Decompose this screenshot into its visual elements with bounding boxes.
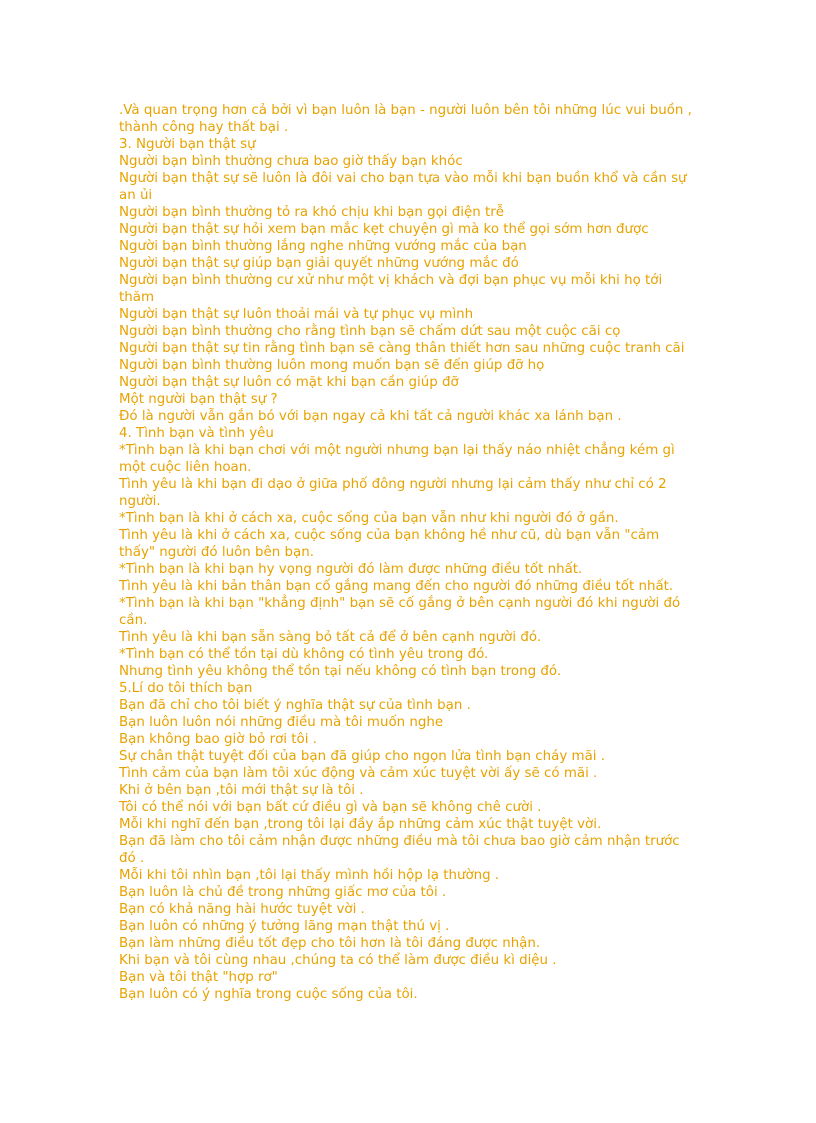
text-line: Tình yêu là khi bạn đi dạo ở giữa phố đông người nhưng lại cảm thấy như chỉ có 2 người. [119, 477, 667, 509]
text-line: Người bạn thật sự luôn có mặt khi bạn cần giúp đỡ [119, 375, 459, 390]
text-line: Người bạn bình thường tỏ ra khó chịu khi bạn gọi điện trễ [119, 205, 504, 220]
text-line: Người bạn bình thường chưa bao giờ thấy bạn khóc [119, 154, 463, 169]
text-line: *Tình bạn là khi ở cách xa, cuộc sống của bạn vẫn như khi người đó ở gần. [119, 511, 619, 526]
text-line: Người bạn thật sự sẽ luôn là đôi vai cho bạn tựa vào mỗi khi bạn buồn khổ và cần sự an ủi [119, 171, 687, 203]
text-line: Người bạn thật sự luôn thoải mái và tự phục vụ mình [119, 307, 474, 322]
text-line: Bạn đã làm cho tôi cảm nhận được những điều mà tôi chưa bao giờ cảm nhận trước đó . [119, 834, 680, 866]
text-line: Bạn luôn luôn nói những điều mà tôi muốn nghe [119, 715, 444, 730]
document-body [119, 102, 699, 1003]
text-line: Khi bạn và tôi cùng nhau ,chúng ta có thể làm được điều kì diệu . [119, 953, 557, 968]
text-line: Người bạn thật sự hỏi xem bạn mắc kẹt chuyện gì mà ko thể gọi sớm hơn được [119, 222, 649, 237]
text-line: Tình yêu là khi ở cách xa, cuộc sống của bạn không hề như cũ, dù bạn vẫn "cảm thấy" người đó luôn bên bạn. [119, 528, 660, 560]
text-line: Người bạn bình thường cư xử như một vị khách và đợi bạn phục vụ mỗi khi họ tới thăm [119, 273, 663, 305]
section-heading: 3. Người bạn thật sự [119, 137, 256, 152]
text-line: Bạn làm những điều tốt đẹp cho tôi hơn là tôi đáng được nhận. [119, 936, 541, 951]
text-line: *Tình bạn là khi bạn chơi với một người nhưng bạn lại thấy náo nhiệt chẳng kém gì một cuộc liên hoan. [119, 443, 675, 475]
text-line: Tôi có thể nói với bạn bất cứ điều gì và bạn sẽ không chê cười . [119, 800, 542, 815]
text-line: Đó là người vẫn gắn bó với bạn ngay cả khi tất cả người khác xa lánh bạn . [119, 409, 622, 424]
text-line: Bạn có khả năng hài hước tuyệt vời . [119, 902, 365, 917]
text-line: Một người bạn thật sự ? [119, 392, 278, 407]
text-line: *Tình bạn là khi bạn hy vọng người đó làm được những điều tốt nhất. [119, 562, 583, 577]
text-line: Khi ở bên bạn ,tôi mới thật sự là tôi . [119, 783, 364, 798]
text-line: *Tình bạn có thể tồn tại dù không có tình yêu trong đó. [119, 647, 489, 662]
text-line: .Và quan trọng hơn cả bởi vì bạn luôn là bạn - người luôn bên tôi những lúc vui buồn , thành công hay thất bại . [119, 103, 692, 135]
text-line: Mỗi khi nghĩ đến bạn ,trong tôi lại đầy ắp những cảm xúc thật tuyệt vời. [119, 817, 602, 832]
text-line: Nhưng tình yêu không thể tồn tại nếu không có tình bạn trong đó. [119, 664, 562, 679]
section-heading: 4. Tình bạn và tình yêu [119, 426, 274, 441]
text-line: Bạn đã chỉ cho tôi biết ý nghĩa thật sự của tình bạn . [119, 698, 471, 713]
text-line: Bạn luôn có ý nghĩa trong cuộc sống của tôi. [119, 987, 418, 1002]
text-line: Bạn luôn có những ý tưởng lãng mạn thật thú vị . [119, 919, 450, 934]
section-heading: 5.Lí do tôi thích bạn [119, 681, 253, 696]
text-line: Bạn và tôi thật "hợp rơ" [119, 970, 278, 985]
text-line: Mỗi khi tôi nhìn bạn ,tôi lại thấy mình hồi hộp lạ thường . [119, 868, 500, 883]
text-line: Người bạn thật sự tin rằng tình bạn sẽ càng thân thiết hơn sau những cuộc tranh cãi [119, 341, 685, 356]
text-line: Bạn không bao giờ bỏ rơi tôi . [119, 732, 317, 747]
text-line: Người bạn bình thường lắng nghe những vướng mắc của bạn [119, 239, 527, 254]
text-line: Bạn luôn là chủ đề trong những giấc mơ của tôi . [119, 885, 447, 900]
text-line: Người bạn bình thường luôn mong muốn bạn sẽ đến giúp đỡ họ [119, 358, 545, 373]
text-line: Tình yêu là khi bạn sẵn sàng bỏ tất cả để ở bên cạnh người đó. [119, 630, 542, 645]
text-line: Tình cảm của bạn làm tôi xúc động và cảm xúc tuyệt vời ấy sẽ có mãi . [119, 766, 598, 781]
text-line: Sự chân thật tuyệt đối của bạn đã giúp cho ngọn lửa tình bạn cháy mãi . [119, 749, 606, 764]
text-line: Người bạn thật sự giúp bạn giải quyết những vướng mắc đó [119, 256, 519, 271]
text-line: Tình yêu là khi bản thân bạn cố gắng mang đến cho người đó những điều tốt nhất. [119, 579, 674, 594]
text-line: *Tình bạn là khi bạn "khẳng định" bạn sẽ cố gắng ở bên cạnh người đó khi người đó cần. [119, 596, 681, 628]
text-line: Người bạn bình thường cho rằng tình bạn sẽ chấm dứt sau một cuộc cãi cọ [119, 324, 621, 339]
